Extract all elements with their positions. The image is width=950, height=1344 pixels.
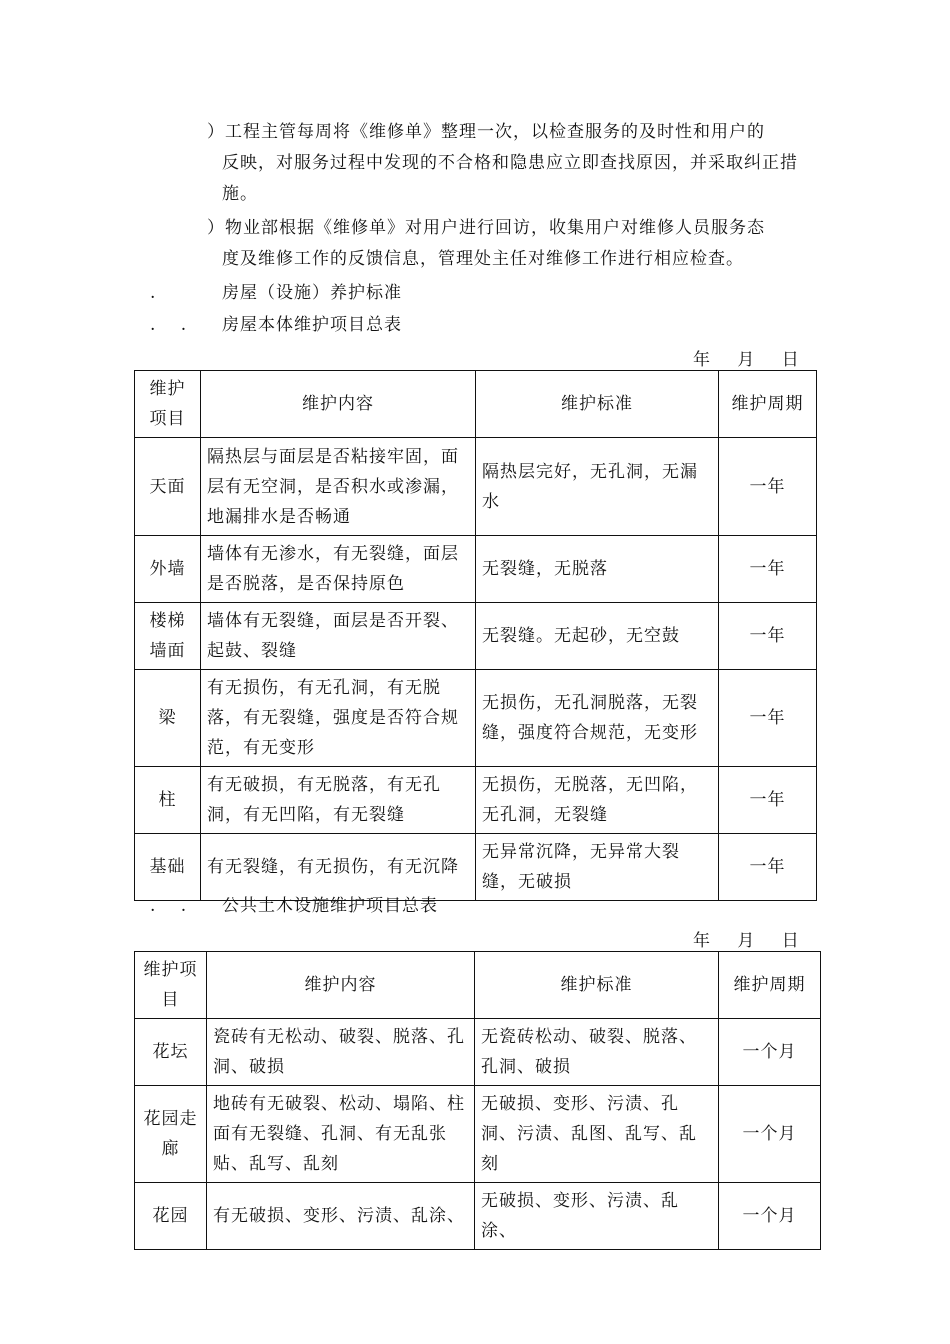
row-cycle: 一年 [719,603,817,670]
row-item: 基础 [135,834,201,901]
table2-date: 年 月 日 [693,931,799,951]
table2-number: . . [150,896,188,916]
paragraph-first-line: ）工程主管每周将《维修单》整理一次，以检查服务的及时性和用户的 [207,122,765,142]
row-cycle: 一年 [719,767,817,834]
row-item: 花坛 [135,1019,207,1086]
row-content: 有无破损、变形、污渍、乱涂、 [207,1183,475,1250]
header-item: 维护项目 [135,371,201,438]
table-house-maintenance [134,370,817,901]
table-row [135,536,817,603]
row-cycle: 一个月 [719,1183,821,1250]
header-item: 维护项目 [135,952,207,1019]
header-content: 维护内容 [207,952,475,1019]
table1-title: 房屋本体维护项目总表 [222,315,402,335]
paragraph-weekly-review [207,117,807,210]
table-row [135,767,817,834]
row-standard: 无瓷砖松动、破裂、脱落、孔洞、破损 [475,1019,719,1086]
table-row [135,1019,821,1086]
row-item: 外墙 [135,536,201,603]
row-standard: 无损伤，无孔洞脱落，无裂缝，强度符合规范，无变形 [476,670,719,767]
row-standard: 无异常沉降，无异常大裂缝，无破损 [476,834,719,901]
row-standard: 无破损、变形、污渍、乱涂、 [475,1183,719,1250]
table-row [135,603,817,670]
paragraph-user-visit [207,213,807,275]
row-item: 花园走廊 [135,1086,207,1183]
row-standard: 无损伤，无脱落，无凹陷，无孔洞，无裂缝 [476,767,719,834]
row-item: 梁 [135,670,201,767]
row-standard: 隔热层完好，无孔洞，无漏水 [476,438,719,536]
table-row [135,1086,821,1183]
row-content: 瓷砖有无松动、破裂、脱落、孔洞、破损 [207,1019,475,1086]
row-cycle: 一年 [719,670,817,767]
row-item: 花园 [135,1183,207,1250]
table-row [135,1183,821,1250]
row-standard: 无裂缝，无脱落 [476,536,719,603]
row-standard: 无裂缝。无起砂，无空鼓 [476,603,719,670]
paragraph-first-line: ）物业部根据《维修单》对用户进行回访，收集用户对维修人员服务态 [207,218,765,238]
table-row [135,670,817,767]
header-content: 维护内容 [201,371,476,438]
table-public-facility-maintenance [134,951,821,1250]
row-item: 天面 [135,438,201,536]
table2-title: 公共土木设施维护项目总表 [222,896,438,916]
row-cycle: 一年 [719,438,817,536]
row-item: 楼梯墙面 [135,603,201,670]
row-standard: 无破损、变形、污渍、孔洞、污渍、乱图、乱写、乱刻 [475,1086,719,1183]
row-content: 墙体有无裂缝，面层是否开裂、起鼓、裂缝 [201,603,476,670]
row-content: 墙体有无渗水，有无裂缝，面层是否脱落，是否保持原色 [201,536,476,603]
paragraph-rest: 反映，对服务过程中发现的不合格和隐患应立即查找原因，并采取纠正措施。 [222,153,798,204]
table-header-row [135,371,817,438]
header-cycle: 维护周期 [719,371,817,438]
header-standard: 维护标准 [476,371,719,438]
table-row [135,834,817,901]
header-cycle: 维护周期 [719,952,821,1019]
row-cycle: 一年 [719,834,817,901]
row-content: 隔热层与面层是否粘接牢固，面层有无空洞，是否积水或渗漏，地漏排水是否畅通 [201,438,476,536]
section-title: 房屋（设施）养护标准 [222,283,402,303]
table1-number: . . [150,315,188,335]
row-content: 有无破损，有无脱落，有无孔洞，有无凹陷，有无裂缝 [201,767,476,834]
row-content: 有无损伤，有无孔洞，有无脱落，有无裂缝，强度是否符合规范，有无变形 [201,670,476,767]
row-cycle: 一年 [719,536,817,603]
row-content: 地砖有无破裂、松动、塌陷、柱面有无裂缝、孔洞、有无乱张贴、乱写、乱刻 [207,1086,475,1183]
table-row [135,438,817,536]
paragraph-rest: 度及维修工作的反馈信息，管理处主任对维修工作进行相应检查。 [222,249,744,269]
section-number: . [150,283,157,303]
row-item: 柱 [135,767,201,834]
table-header-row [135,952,821,1019]
row-cycle: 一个月 [719,1086,821,1183]
table1-date: 年 月 日 [693,350,799,370]
row-content: 有无裂缝，有无损伤，有无沉降 [201,834,476,901]
header-standard: 维护标准 [475,952,719,1019]
row-cycle: 一个月 [719,1019,821,1086]
